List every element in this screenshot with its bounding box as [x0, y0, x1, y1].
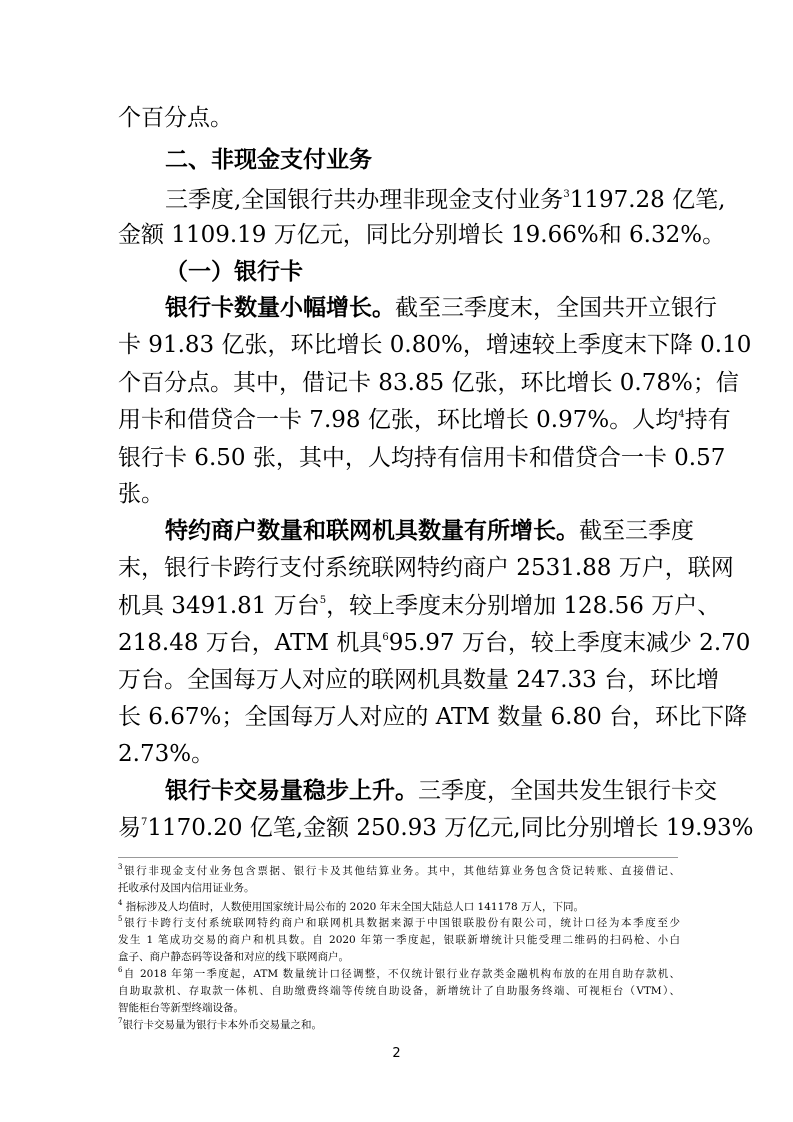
body-line: 三季度,全国银行共办理非现金支付业务$^3$1197.28 亿笔,	[165, 187, 726, 213]
subsection-heading: （一）银行卡	[165, 259, 303, 285]
page-number: 2	[392, 1046, 401, 1061]
footnote: 托收承付及国内信用证业务。	[118, 882, 255, 894]
body-line: 银行卡数量小幅增长。截至三季度末，全国共开立银行	[165, 295, 717, 321]
footnote: $^5$银行卡跨行支付系统联网特约商户和联网机具数据来源于中国银联股份有限公司，统计口径为本季度至少	[118, 915, 680, 929]
body-line: 机具 3491.81 万台$^5$，较上季度末分别增加 128.56 万户、	[118, 593, 721, 619]
footnote-divider	[118, 857, 678, 858]
body-line: 个百分点。	[118, 105, 233, 131]
body-line: 金额 1109.19 万亿元，同比分别增长 19.66%和 6.32%。	[118, 222, 726, 248]
footnote: $^4$ 指标涉及人均值时，人数使用国家统计局公布的 2020 年末全国大陆总人口 141178 万人，下同。	[118, 899, 584, 913]
footnote: 自助取款机、存取款一体机、自助缴费终端等传统自助设备，新增统计了自助服务终端、可视柜台（VTM）、	[118, 985, 680, 997]
footnote: 智能柜台等新型终端设备。	[118, 1002, 244, 1014]
body-line: 银行卡 6.50 张，其中，人均持有信用卡和借贷合一卡 0.57	[118, 445, 726, 471]
body-line: 长 6.67%；全国每万人对应的 ATM 数量 6.80 台，环比下降	[118, 704, 748, 730]
body-line: 张。	[118, 481, 164, 507]
paragraph-lead: 银行卡数量小幅增长。	[165, 295, 395, 321]
body-line: 万台。全国每万人对应的联网机具数量 247.33 台，环比增	[118, 667, 720, 693]
body-line: 易$^7$1170.20 亿笔,金额 250.93 万亿元,同比分别增长 19.93%	[118, 815, 754, 841]
paragraph-lead: 特约商户数量和联网机具数量有所增长。	[165, 518, 579, 544]
footnote-ref: 4	[678, 409, 685, 420]
body-line: 2.73%。	[118, 741, 215, 767]
footnote-ref: 6	[382, 632, 389, 643]
body-line: 个百分点。其中，借记卡 83.85 亿张，环比增长 0.78%；信	[118, 370, 739, 396]
body-line: 218.48 万台，ATM 机具$^6$95.97 万台，较上季度末减少 2.70	[118, 630, 751, 656]
footnote: $^7$银行卡交易量为银行卡本外币交易量之和。	[118, 1017, 322, 1031]
body-line: 末，银行卡跨行支付系统联网特约商户 2531.88 万户，联网	[118, 555, 734, 581]
footnote: 发生 1 笔成功交易的商户和机具数。自 2020 年第一季度起，银联新增统计只能受理二维码的扫码枪、小白	[118, 934, 680, 946]
body-line: 银行卡交易量稳步上升。三季度，全国共发生银行卡交	[165, 778, 717, 804]
section-heading: 二、非现金支付业务	[165, 147, 372, 173]
body-line: 卡 91.83 亿张，环比增长 0.80%，增速较上季度末下降 0.10	[118, 332, 752, 358]
body-line: 用卡和借贷合一卡 7.98 亿张，环比增长 0.97%。人均$^4$持有	[118, 407, 731, 433]
paragraph-lead: 银行卡交易量稳步上升。	[165, 778, 418, 804]
body-line: 特约商户数量和联网机具数量有所增长。截至三季度	[165, 518, 694, 544]
footnote-ref: 7	[141, 817, 148, 828]
footnote-ref: 5	[319, 595, 327, 606]
footnote: $^6$自 2018 年第一季度起，ATM 数量统计口径调整，不仅统计银行业存款类金融机构布放的在用自助存款机、	[118, 966, 680, 980]
footnote: $^3$银行非现金支付业务包含票据、银行卡及其他结算业务。其中，其他结算业务包含贷记转账、直接借记、	[118, 863, 680, 877]
footnote-ref: 3	[563, 189, 570, 200]
footnote: 盒子、商户静态码等设备和对应的线下联网商户。	[118, 951, 349, 963]
